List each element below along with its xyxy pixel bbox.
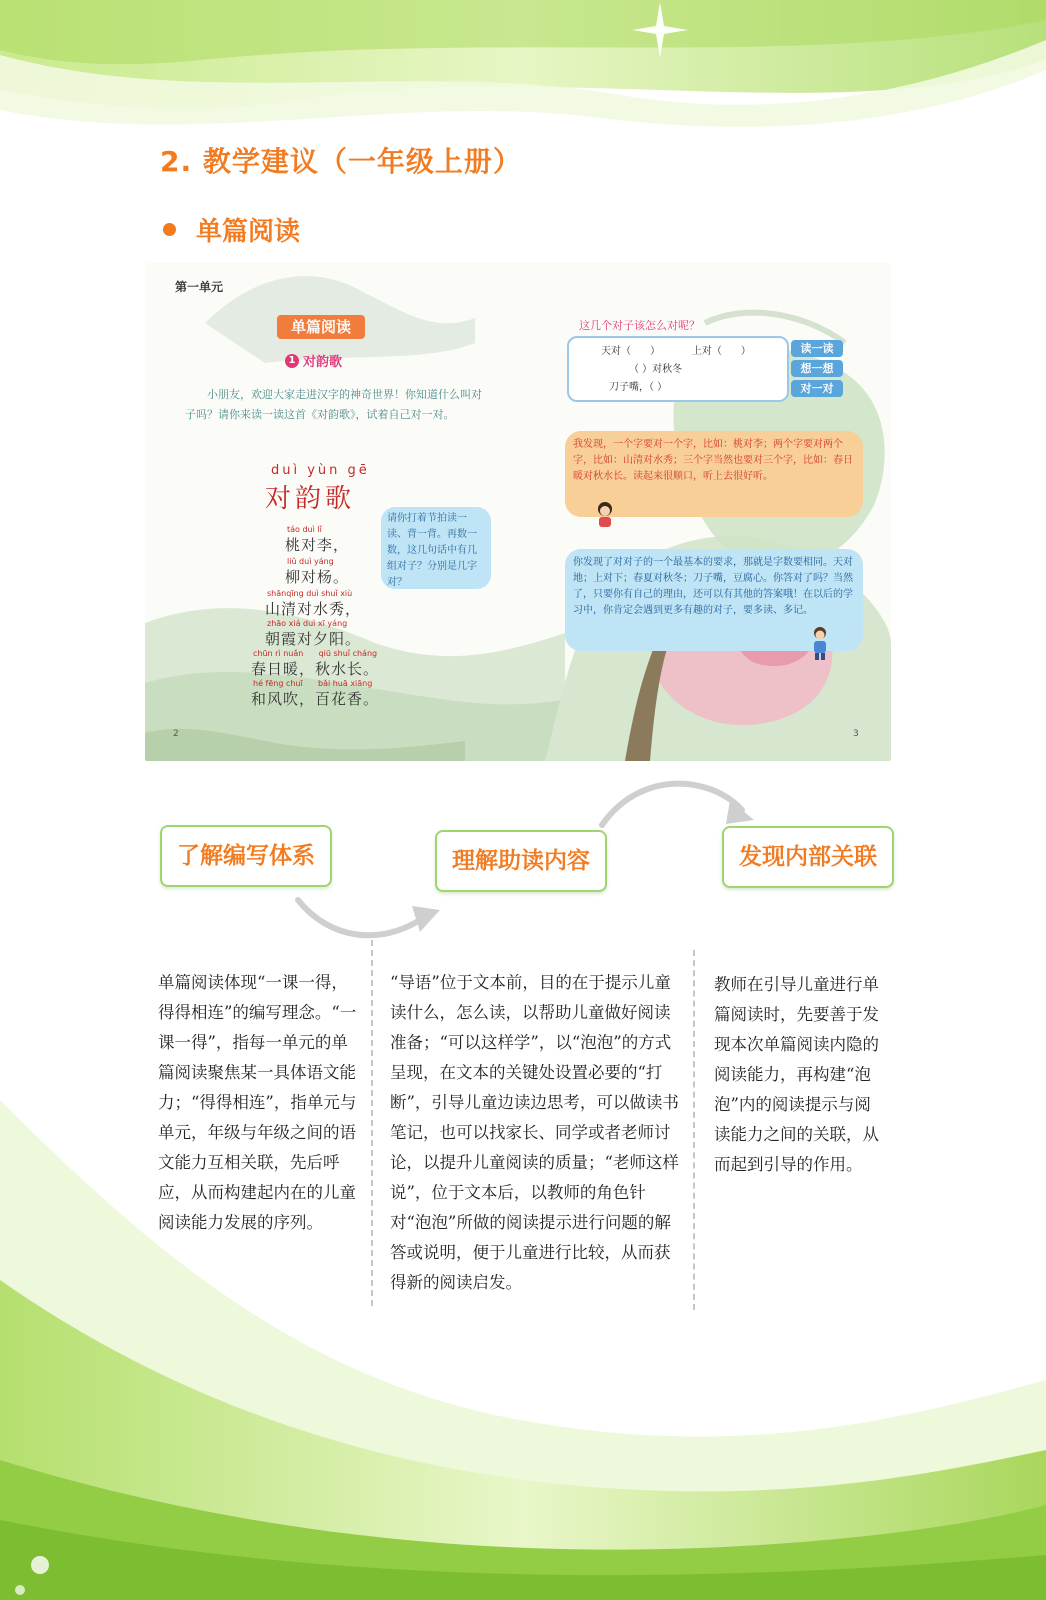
bullet-icon xyxy=(163,223,176,236)
unit-label: 第一单元 xyxy=(175,280,224,294)
boy-figure-icon xyxy=(809,625,831,661)
flow-box-content: 理解助读内容 xyxy=(435,830,607,892)
poem-title-pinyin: duì yùn gē xyxy=(271,463,370,478)
column-system: 单篇阅读体现“一课一得，得得相连”的编写理念。“一课一得”，指每一单元的单篇阅读聚焦某一具体语文能力；“得得相连”，指单元与单元，年级与年级之间的语文能力互相关联，先后呼应，从而构建起内在的儿童阅读能力发展的序列。 xyxy=(158,973,357,1232)
exercise-line: （ ）对秋冬 xyxy=(629,364,683,375)
column-divider xyxy=(371,940,373,1306)
poem-line-pinyin: táo duì lǐ xyxy=(287,525,322,534)
poem-line: 桃对李， xyxy=(285,536,350,554)
lesson-intro: 小朋友，欢迎大家走进汉字的神奇世界！你知道什么叫对子吗？请你来读一读这首《对韵歌》，试着自己对一对。 xyxy=(185,388,482,421)
page-number-left: 2 xyxy=(173,729,179,739)
lesson-title-row xyxy=(285,351,342,370)
exercise-box xyxy=(567,336,789,402)
read-label: 读一读 xyxy=(791,340,843,357)
textbook-spread xyxy=(145,263,891,761)
exercise-line: 刀子嘴，（ ） xyxy=(609,382,668,393)
flow-box-relation: 发现内部关联 xyxy=(722,826,894,888)
pair-label: 对一对 xyxy=(791,380,843,397)
poem-line: 和风吹，百花香。 xyxy=(251,690,380,708)
section-tag: 单篇阅读 xyxy=(277,315,365,339)
exercise-line: 天对（ ） 上对（ ） xyxy=(601,346,751,357)
exercise-question: 这几个对子该怎么对呢？ xyxy=(579,319,700,332)
poem-title: 对韵歌 xyxy=(265,484,356,514)
poem-line-pinyin: liǔ duì yáng xyxy=(287,557,334,566)
poem-line-pinyin: chūn rì nuǎn qiū shuǐ cháng xyxy=(253,649,378,658)
hint-bubble-left: 请你打着节拍读一读、背一背。再数一数，这几句话中有几组对子？分别是几字对？ xyxy=(381,507,491,589)
think-label: 想一想 xyxy=(791,360,843,377)
poem-line-pinyin: hé fēng chuī bǎi huā xiāng xyxy=(253,679,373,688)
poem-line: 柳对杨。 xyxy=(285,568,350,586)
discovery-bubble: 我发现，一个字要对一个字，比如：桃对李；两个字要对两个字，比如：山清对水秀；三个字当然也要对三个字，比如：春日暖对秋水长。读起来很顺口，听上去很好听。 xyxy=(565,431,863,517)
poem-line-pinyin: shānqīng duì shuǐ xiù xyxy=(267,589,353,598)
page-heading: 2. 教学建议（一年级上册） xyxy=(160,145,522,178)
column-divider xyxy=(693,950,695,1310)
poem-line: 朝霞对夕阳。 xyxy=(265,630,362,648)
lesson-title: 对韵歌 xyxy=(303,355,343,370)
poem-line-pinyin: zhāo xiá duì xī yáng xyxy=(267,619,348,628)
subheading: 单篇阅读 xyxy=(196,216,301,247)
subheading-row xyxy=(163,212,300,246)
page-number-right: 3 xyxy=(853,729,859,739)
poem-line: 春日暖，秋水长。 xyxy=(251,660,380,678)
column-relation: 教师在引导儿童进行单篇阅读时，先要善于发现本次单篇阅读内隐的阅读能力，再构建“泡泡”内的阅读提示与阅读能力之间的关联，从而起到引导的作用。 xyxy=(714,975,879,1174)
column-content: “导语”位于文本前，目的在于提示儿童读什么，怎么读，以帮助儿童做好阅读准备；“可以这样学”，以“泡泡”的方式呈现，在文本的关键处设置必要的“打断”，引导儿童边读边思考，可以做读书笔记，也可以找家长、同学或者老师讨论，以提升儿童阅读的质量；“老师这样说”，位于文本后，以教师的角色针对“泡泡”所做的阅读提示进行问题的解答或说明，便于儿童进行比较，从而获得新的阅读启发。 xyxy=(390,973,679,1292)
teacher-bubble: 你发现了对对子的一个最基本的要求，那就是字数要相同。天对地；上对下；春夏对秋冬；刀子嘴，豆腐心。你答对了吗？当然了，只要你有自己的理由，还可以有其他的答案哦！在以后的学习中，你肯定会遇到更多有趣的对子，要多读、多记。 xyxy=(565,549,863,651)
flow-box-system: 了解编写体系 xyxy=(160,825,332,887)
lesson-number: 1 xyxy=(285,354,299,368)
girl-figure-icon xyxy=(593,501,617,529)
poem-line: 山清对水秀， xyxy=(265,600,362,618)
